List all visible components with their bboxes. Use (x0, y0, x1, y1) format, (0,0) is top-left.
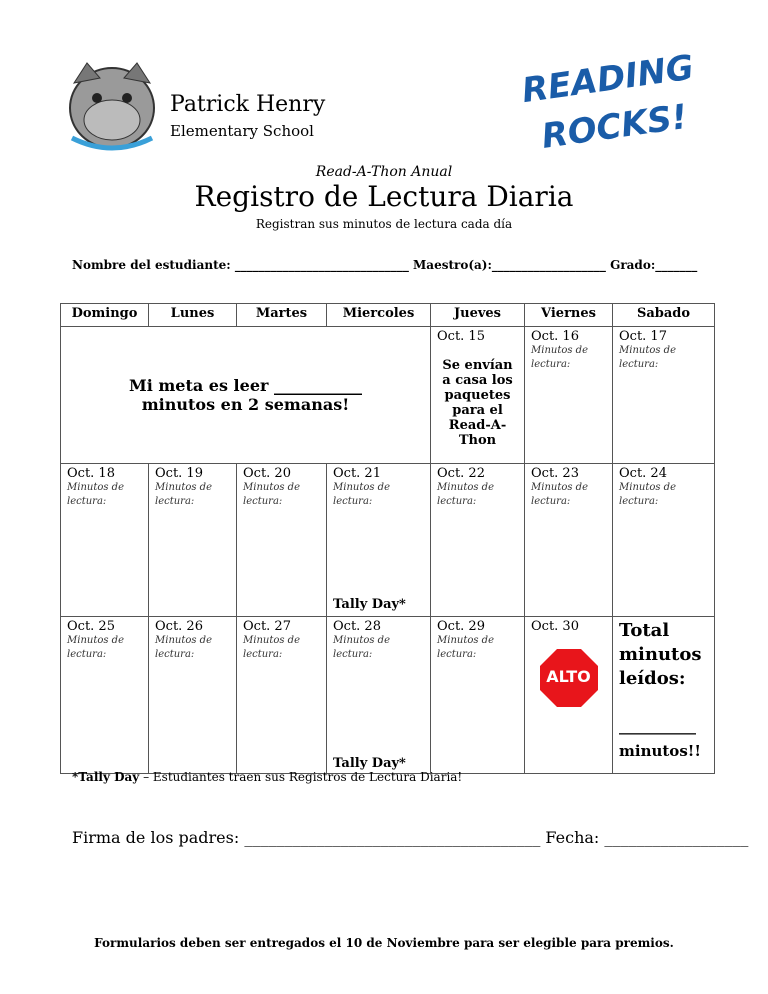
date: Oct. 23 (531, 466, 579, 481)
date: Oct. 17 (619, 329, 667, 344)
week-row (61, 617, 715, 774)
school-name: Patrick Henry (170, 92, 326, 117)
day-cell (525, 617, 613, 774)
day-header: Domingo (61, 304, 149, 327)
date: Oct. 15 (437, 329, 485, 344)
minutes-label: Minutos de lectura: (437, 635, 494, 660)
total-blank[interactable]: ___________ (619, 719, 696, 735)
day-cell[interactable] (61, 464, 149, 617)
day-header: Viernes (525, 304, 613, 327)
minutes-label: Minutos de lectura: (437, 482, 494, 507)
tally-day-label: Tally Day* (333, 597, 406, 612)
minutes-label: Minutos de lectura: (531, 482, 588, 507)
total-label: Total minutos leídos: (619, 620, 702, 689)
day-header: Sabado (613, 304, 715, 327)
goal-cell[interactable]: Mi meta es leer ___________ minutos en 2 semanas! (61, 327, 431, 464)
day-header-row (61, 304, 715, 327)
bulldog-mascot-logo (62, 58, 162, 153)
week-row (61, 464, 715, 617)
minutes-label: Minutos de lectura: (333, 635, 390, 660)
date: Oct. 21 (333, 466, 381, 481)
day-cell[interactable] (525, 464, 613, 617)
day-cell[interactable] (237, 464, 327, 617)
minutes-label: Minutos de lectura: (155, 635, 212, 660)
student-info-line[interactable]: Nombre del estudiante: _____________________________ Maestro(a):___________________ Grado:_______ (72, 258, 698, 272)
date: Oct. 20 (243, 466, 291, 481)
page-title: Registro de Lectura Diaria (194, 180, 574, 213)
day-cell[interactable] (613, 464, 715, 617)
week-row (61, 327, 715, 464)
event-name: Read-A-Thon Anual (315, 164, 453, 180)
date: Oct. 18 (67, 466, 115, 481)
day-header: Jueves (431, 304, 525, 327)
parent-signature-line[interactable]: Firma de los padres: _____________________________________ Fecha: __________________ (72, 828, 749, 847)
day-cell (431, 327, 525, 464)
day-cell[interactable] (61, 617, 149, 774)
minutes-label: Minutos de lectura: (243, 482, 300, 507)
date: Oct. 29 (437, 619, 485, 634)
date: Oct. 16 (531, 329, 579, 344)
footnote-text: – Estudiantes traen sus Registros de Lectura Diaria! (139, 770, 463, 784)
day-cell[interactable] (613, 327, 715, 464)
date: Oct. 26 (155, 619, 203, 634)
date: Oct. 30 (531, 619, 579, 634)
day-cell[interactable] (149, 464, 237, 617)
day-header: Lunes (149, 304, 237, 327)
minutes-label: Minutos de lectura: (243, 635, 300, 660)
subtitle: Registran sus minutos de lectura cada día (255, 217, 513, 231)
date: Oct. 27 (243, 619, 291, 634)
day-cell[interactable] (327, 617, 431, 774)
calendar-table (60, 303, 715, 774)
footnote (72, 770, 462, 784)
minutes-label: Minutos de lectura: (333, 482, 390, 507)
deadline-note: Formularios deben ser entregados el 10 de Noviembre para ser elegible para premios. (94, 936, 674, 950)
minutes-label: Minutos de lectura: (619, 345, 676, 370)
minutes-label: Minutos de lectura: (67, 635, 124, 660)
minutes-label: Minutos de lectura: (67, 482, 124, 507)
day-header: Miercoles (327, 304, 431, 327)
day-cell[interactable] (431, 617, 525, 774)
day-cell[interactable] (237, 617, 327, 774)
total-cell[interactable] (613, 617, 715, 774)
total-suffix: minutos!! (619, 742, 701, 760)
date: Oct. 22 (437, 466, 485, 481)
minutes-label: Minutos de lectura: (531, 345, 588, 370)
minutes-label: Minutos de lectura: (619, 482, 676, 507)
footnote-bold: *Tally Day (72, 770, 140, 784)
stop-sign-icon (539, 648, 599, 708)
date: Oct. 25 (67, 619, 115, 634)
date: Oct. 19 (155, 466, 203, 481)
minutes-label: Minutos de lectura: (155, 482, 212, 507)
day-cell[interactable] (149, 617, 237, 774)
reading-rocks-logo: READING ROCKS! (519, 47, 697, 157)
school-type: Elementary School (170, 122, 314, 140)
day-cell[interactable] (327, 464, 431, 617)
date: Oct. 28 (333, 619, 381, 634)
date: Oct. 24 (619, 466, 667, 481)
day-header: Martes (237, 304, 327, 327)
stop-sign-text: ALTO (546, 667, 591, 686)
tally-day-label: Tally Day* (333, 756, 406, 771)
packet-note: Se envían a casa los paquetes para el Read-A-Thon (442, 358, 513, 448)
day-cell[interactable] (431, 464, 525, 617)
day-cell[interactable] (525, 327, 613, 464)
